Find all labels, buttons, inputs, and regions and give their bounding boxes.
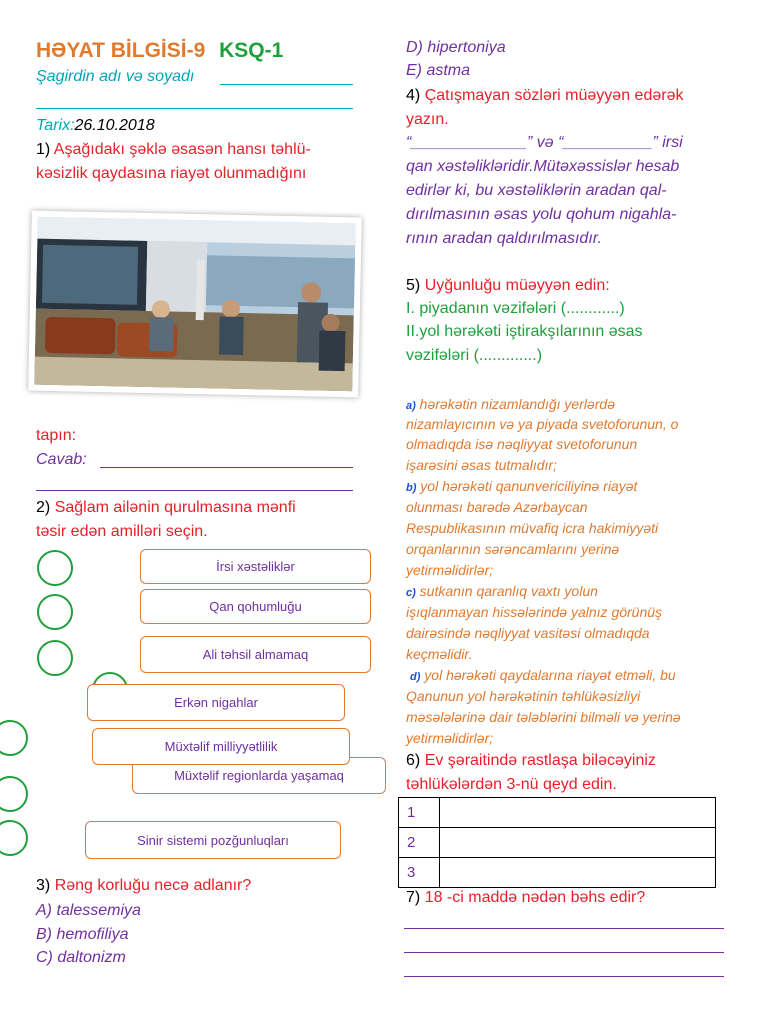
q2-answer-circle[interactable]	[0, 776, 28, 812]
q5-answer-d-line4: yetirməlidirlər;	[406, 730, 494, 746]
q5-answer-d-line1: d) yol hərəkəti qaydalarına riayət etməli, bu	[410, 667, 676, 683]
q5-item-2b[interactable]: vəzifələri (.............)	[406, 347, 543, 364]
q2-answer-circle[interactable]	[0, 820, 28, 856]
q5-answer-b-line4: orqanlarının sərəncamlarını yerinə	[406, 541, 620, 557]
q3-option-a[interactable]: A) talessemiya	[36, 902, 141, 919]
q4-sentence-line3: edirlər ki, bu xəstəliklərin aradan qal-	[406, 182, 667, 199]
q5-item-2a: II.yol hərəkəti iştirakşılarının əsas	[406, 323, 643, 340]
q5-answer-a-label: a)	[406, 400, 416, 412]
q5-answer-c-line3: dairəsində nəqliyyat vasitəsi olmadıqda	[406, 625, 650, 641]
subway-car-image	[34, 217, 355, 392]
q5-answer-d-line3: məsələlərinə dair tələblərini bilməli və yerinə	[406, 709, 681, 725]
q7-answer-line[interactable]	[404, 928, 724, 929]
table-row	[399, 858, 716, 888]
row-number: 2	[399, 828, 440, 858]
q5-answer-d-line2: Qanunun yol hərəkətinin təhlükəsizliyi	[406, 688, 641, 704]
q5-answer-a-line4: işarəsini əsas tutmalıdır;	[406, 457, 557, 473]
page-title	[36, 38, 283, 64]
q2-line1: 2) Sağlam ailənin qurulmasına mənfi	[36, 499, 296, 516]
q3-option-e[interactable]: E) astma	[406, 62, 471, 79]
test-code: KSQ-1	[219, 39, 284, 62]
q6-line1: 6) Ev şəraitində rastlaşa biləcəyiniz	[406, 752, 656, 769]
q5-answer-b-label: b)	[406, 482, 417, 494]
student-name-label: Şagirdin adı və soyadı	[36, 68, 195, 85]
student-name-field-line2[interactable]	[36, 108, 353, 109]
q5-answer-c-line4: keçməlidir.	[406, 646, 473, 662]
q4-blank1[interactable]: “_____________”	[406, 134, 533, 151]
q3-option-c[interactable]: C) daltonizm	[36, 949, 126, 966]
q3-question: 3) Rəng korluğu necə adlanır?	[36, 877, 252, 894]
q2-option-no-higher-education[interactable]: Ali təhsil almamaq	[140, 636, 371, 673]
q4-sentence-line2: qan xəstəlikləridir.Mütəxəssislər hesab	[406, 158, 680, 175]
q2-option-different-nationalities[interactable]: Müxtəlif milliyyətlilik	[92, 728, 350, 765]
q5-answer-b-line3: Respublikasının müvafiq icra hakimiyyəti	[406, 520, 659, 536]
q2-option-hereditary-diseases[interactable]: İrsi xəstəliklər	[140, 549, 371, 584]
q1-number: 1)	[36, 141, 51, 158]
subject-title: HƏYAT BİLGİSİ-9	[36, 39, 206, 62]
q7-number: 7)	[406, 889, 421, 906]
row-number: 1	[399, 798, 440, 828]
q4-sentence-line5: rının aradan qaldırılmasıdır.	[406, 230, 602, 247]
q2-answer-circle[interactable]	[37, 594, 73, 630]
q3-option-b[interactable]: B) hemofiliya	[36, 926, 129, 943]
q4-blank2[interactable]: “__________”	[558, 134, 658, 151]
q5-answer-b-line5: yetirməlidirlər;	[406, 562, 494, 578]
q2-answer-circle[interactable]	[0, 720, 28, 756]
q5-item-1[interactable]: I. piyadanın vəzifələri (............)	[406, 300, 625, 317]
q1-answer-field[interactable]	[100, 467, 353, 468]
q7-answer-line[interactable]	[404, 976, 724, 977]
q5-answer-a-line3: olmadıqda isə nəqliyyat svetoforunun	[406, 436, 638, 452]
q2-option-early-marriage[interactable]: Erkən nigahlar	[87, 684, 345, 721]
q1-line3: tapın:	[36, 427, 77, 444]
q5-answer-b-line2: olunması barədə Azərbaycan	[406, 499, 588, 515]
q6-answer-table	[398, 797, 716, 888]
q2-answer-circle[interactable]	[37, 550, 73, 586]
q5-number: 5)	[406, 277, 421, 294]
q3-number: 3)	[36, 877, 51, 894]
q7-question: 7) 18 -ci maddə nədən bəhs edir?	[406, 889, 646, 906]
q1-line2: kəsizlik qaydasına riayət olunmadığını	[36, 165, 307, 182]
q4-number: 4)	[406, 87, 421, 104]
q4-sentence-line1: “_____________” və “__________” irsi	[406, 134, 683, 151]
table-row	[399, 828, 716, 858]
q5-answer-c-line1: c) sutkanın qaranlıq vaxtı yolun	[406, 583, 598, 599]
q6-line2: təhlükələrdən 3-nü qeyd edin.	[406, 776, 617, 793]
date-label: Tarix:	[36, 117, 75, 134]
q2-option-nervous-disorders[interactable]: Sinir sistemi pozğunluqları	[85, 821, 341, 859]
q2-answer-circle[interactable]	[37, 640, 73, 676]
subway-photo	[28, 211, 362, 398]
answer-cell[interactable]	[440, 828, 716, 858]
answer-cell[interactable]	[440, 858, 716, 888]
q5-question: 5) Uyğunluğu müəyyən edin:	[406, 277, 610, 294]
q4-sentence-line4: dırılmasının əsas yolu qohum nigahla-	[406, 206, 677, 223]
q5-answer-c-line2: işıqlanmayan hissələrində yalnız görünüş	[406, 604, 663, 620]
q5-answer-d-label: d)	[410, 671, 421, 683]
q1-line1: 1) Aşağıdakı şəklə əsasən hansı təhlü-	[36, 141, 311, 158]
date-value: 26.10.2018	[74, 117, 155, 134]
q1-answer-label: Cavab:	[36, 451, 87, 468]
q5-answer-a-line1: a) hərəkətin nizamlandığı yerlərdə	[406, 396, 616, 412]
q3-option-d[interactable]: D) hipertoniya	[406, 39, 506, 56]
q5-answer-a-line2: nizamlayıcının və ya piyada svetoforunun, o	[406, 416, 679, 432]
answer-cell[interactable]	[440, 798, 716, 828]
table-row	[399, 798, 716, 828]
q1-answer-field-line2[interactable]	[36, 490, 353, 491]
row-number: 3	[399, 858, 440, 888]
q2-number: 2)	[36, 499, 51, 516]
q4-line1: 4) Çatışmayan sözləri müəyyən edərək	[406, 87, 684, 104]
q6-number: 6)	[406, 752, 421, 769]
q4-line2: yazın.	[406, 111, 449, 128]
student-name-field[interactable]	[220, 84, 353, 85]
date-row	[36, 116, 155, 136]
q2-option-different-regions[interactable]: Müxtəlif regionlarda yaşamaq	[132, 757, 386, 794]
q5-answer-c-label: c)	[406, 587, 416, 599]
q5-answer-b-line1: b) yol hərəkəti qanunvericiliyinə riayət	[406, 478, 638, 494]
q2-option-blood-kinship[interactable]: Qan qohumluğu	[140, 589, 371, 624]
q7-answer-line[interactable]	[404, 952, 724, 953]
q2-line2: təsir edən amilləri seçin.	[36, 523, 208, 540]
